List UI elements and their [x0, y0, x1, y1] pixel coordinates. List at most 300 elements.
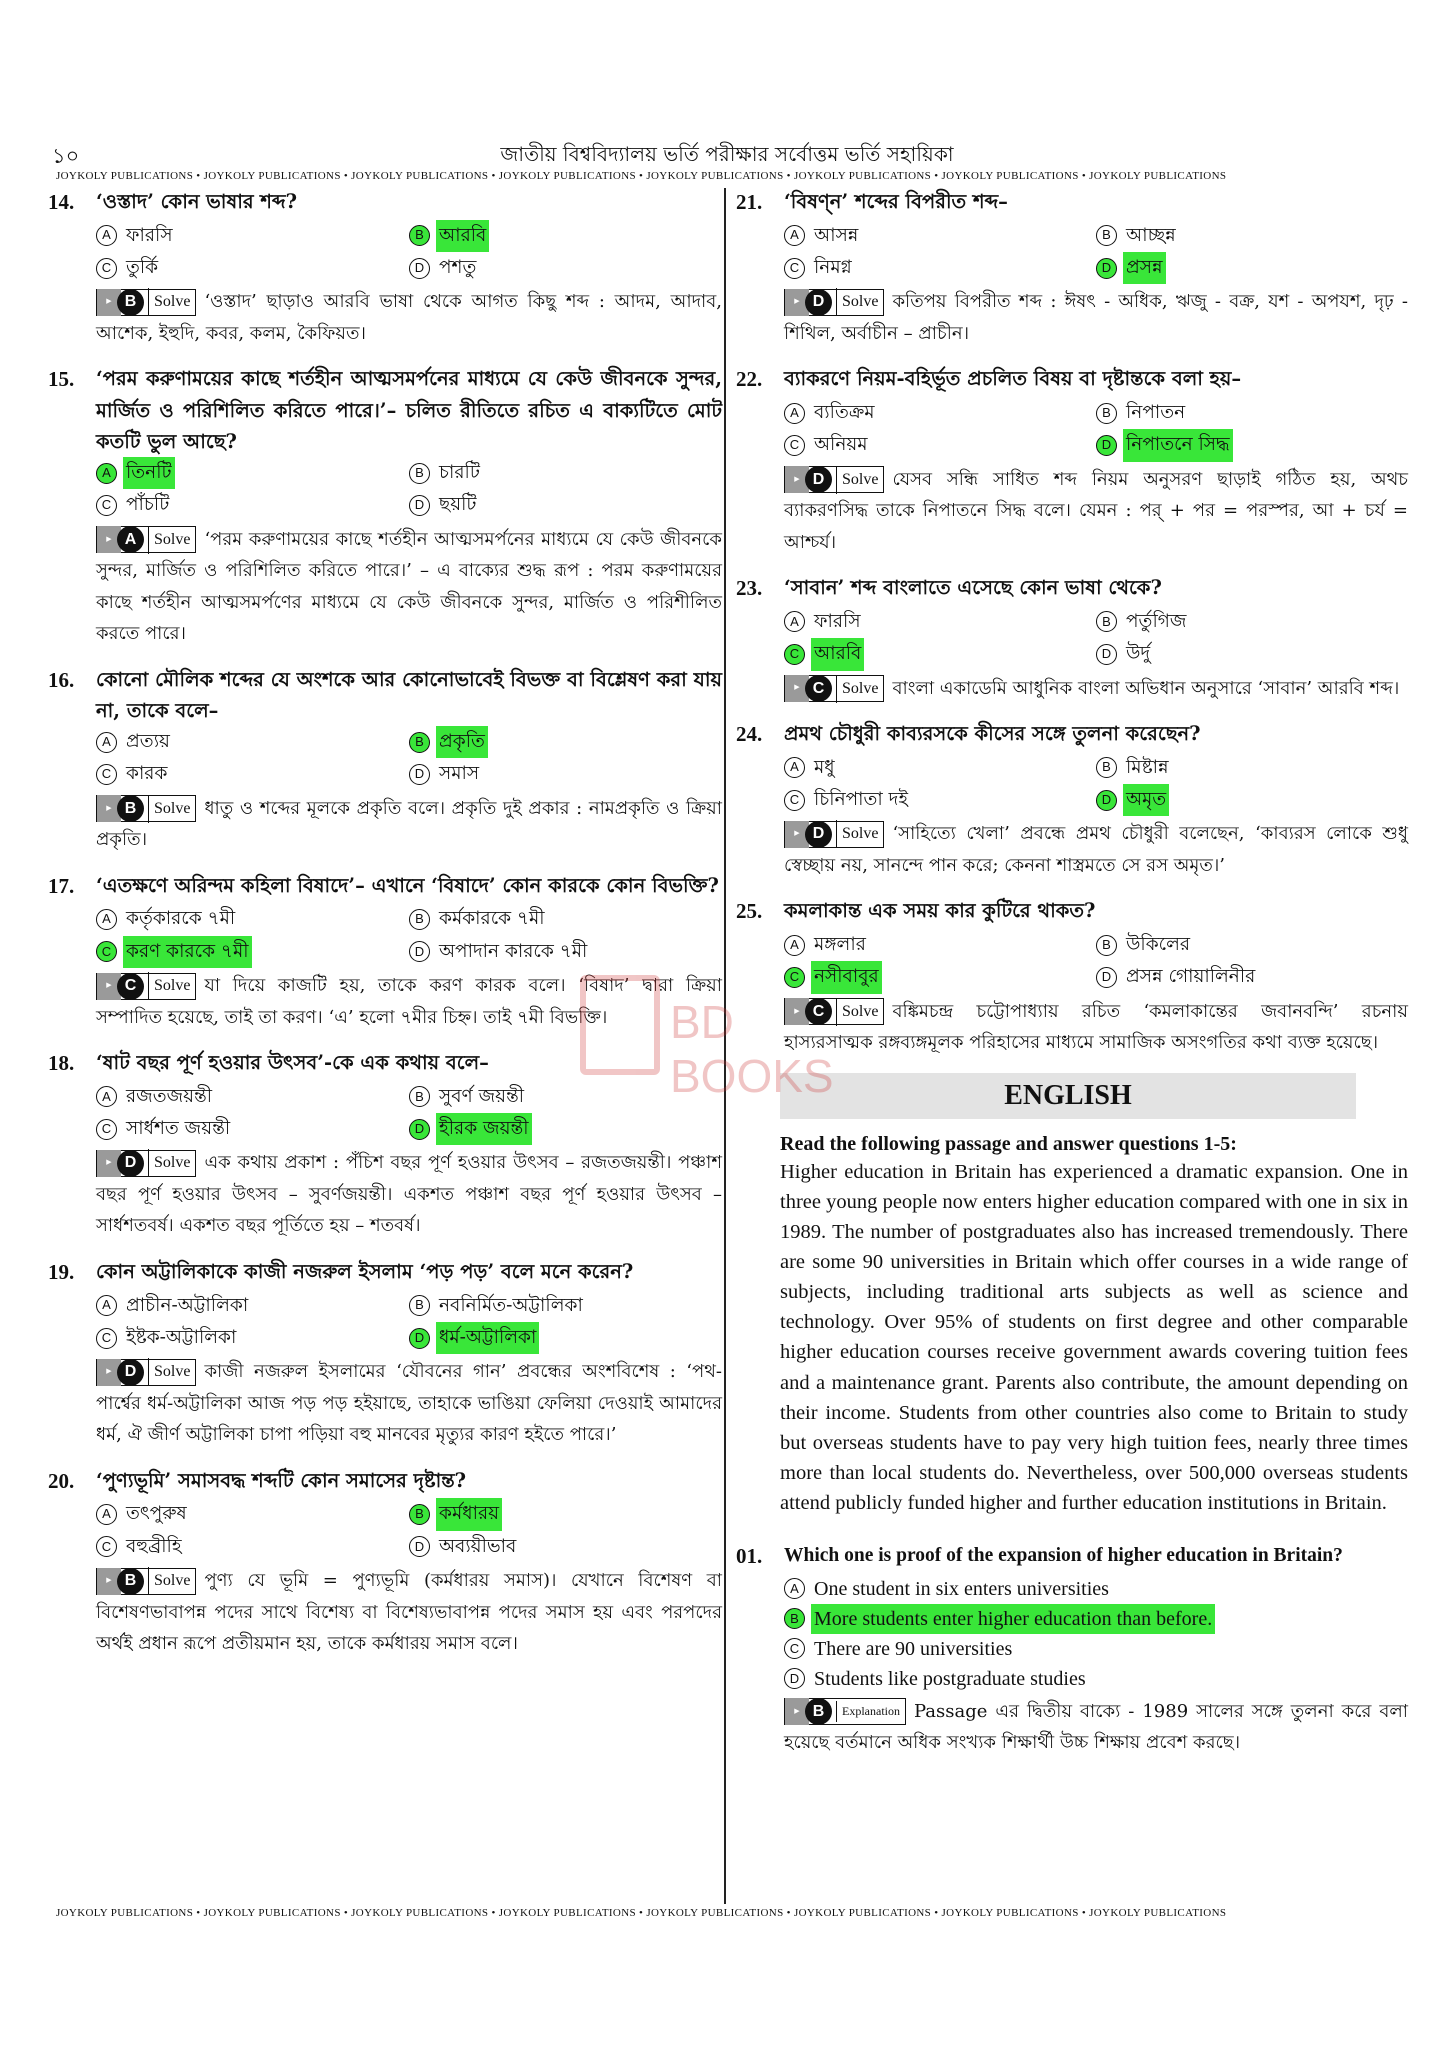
option-d	[409, 252, 722, 284]
options-grid	[736, 1574, 1408, 1694]
option-b	[1096, 397, 1408, 429]
option-letter-circle: A	[784, 935, 805, 956]
option-c	[96, 1322, 409, 1354]
badge-label: Solve	[836, 288, 883, 316]
answer-letter: C	[117, 973, 144, 1000]
option-a	[96, 903, 409, 935]
option-letter-circle: C	[784, 967, 805, 988]
answer-badge	[784, 821, 884, 848]
watermark-logo	[580, 975, 880, 1102]
badge-label: Solve	[148, 795, 195, 823]
option-letter-circle: D	[409, 1536, 430, 1557]
options-grid	[736, 397, 1408, 462]
option-letter-circle: A	[784, 403, 805, 424]
tag-icon: ▶	[97, 289, 121, 316]
question-heading	[736, 572, 1408, 606]
option-letter-circle: A	[96, 732, 117, 753]
tag-icon: ▶	[785, 466, 809, 493]
option-letter-circle: A	[96, 1295, 117, 1316]
publisher-strip-bottom: JOYKOLY PUBLICATIONS • JOYKOLY PUBLICATIONS • JOYKOLY PUBLICATIONS • JOYKOLY PUBLICATIONS • JOYKOLY PUBLICATIONS • JOYKOLY PUBLICATIONS • JOYKOLY PUBLICATIONS • JOYKOLY PUBLICATIONS	[56, 1907, 1227, 1919]
option-text: তুর্কি	[126, 256, 159, 278]
answer-letter: A	[117, 526, 144, 553]
option-text: মঙ্গলার	[814, 933, 866, 955]
question-heading	[736, 895, 1408, 929]
solution-body: বাংলা একাডেমি আধুনিক বাংলা অভিধান অনুসারে ‘সাবান’ আরবি শব্দ।	[892, 677, 1400, 699]
option-a	[96, 1498, 409, 1530]
question-block	[48, 1465, 722, 1660]
option-d	[1096, 961, 1408, 993]
option-text: নসীবাবুর	[811, 961, 882, 993]
option-text: কর্মধারয়	[436, 1498, 502, 1530]
question-heading	[736, 718, 1408, 752]
badge-label: Solve	[836, 675, 883, 703]
badge-label: Solve	[148, 1149, 195, 1177]
option-b	[1096, 220, 1408, 252]
option-d	[409, 1113, 722, 1145]
question-block	[736, 572, 1408, 704]
option-letter-circle: A	[96, 909, 117, 930]
option-a	[96, 1081, 409, 1113]
option-text: One student in six enters universities	[814, 1577, 1109, 1600]
question-block	[736, 1540, 1408, 1759]
option-text: ছয়টি	[439, 494, 477, 516]
option-letter-circle: D	[1096, 435, 1117, 456]
question-number: 21.	[736, 190, 763, 214]
question-number: 01.	[736, 1544, 763, 1569]
option-b	[784, 1604, 1408, 1634]
option-letter-circle: A	[784, 611, 805, 632]
options-grid	[736, 220, 1408, 285]
option-text: ফারসি	[126, 224, 173, 246]
option-b	[409, 457, 722, 489]
english-banner: ENGLISH	[780, 1073, 1356, 1119]
option-letter-circle: D	[409, 1328, 430, 1349]
option-letter-circle: C	[784, 644, 805, 665]
option-text: নিপাতনে সিদ্ধ	[1123, 429, 1233, 461]
option-letter-circle: C	[784, 790, 805, 811]
tag-icon: ▶	[785, 289, 809, 316]
question-text: কোন অট্টালিকাকে কাজী নজরুল ইসলাম ‘পড় পড়’ বলে মনে করেন?	[96, 1259, 634, 1283]
option-letter-circle: C	[784, 258, 805, 279]
badge-label: Solve	[836, 820, 883, 848]
right-question-list	[736, 186, 1408, 1059]
option-text: প্রকৃতি	[436, 726, 488, 758]
option-text: করণ কারকে ৭মী	[123, 936, 252, 968]
option-c	[96, 489, 409, 521]
answer-badge	[96, 795, 196, 822]
option-d	[409, 1531, 722, 1563]
option-letter-circle: C	[96, 1328, 117, 1349]
option-letter-circle: A	[784, 225, 805, 246]
option-b	[1096, 929, 1408, 961]
option-text: উকিলের	[1126, 933, 1191, 955]
question-heading	[48, 664, 722, 726]
tag-icon: ▶	[785, 998, 809, 1025]
answer-letter: B	[117, 795, 144, 822]
left-column	[48, 186, 722, 1674]
question-heading	[736, 186, 1408, 220]
badge-label: Explanation	[836, 1701, 905, 1722]
answer-badge	[96, 526, 196, 553]
question-text: ‘সাবান’ শব্দ বাংলাতে এসেছে কোন ভাষা থেকে?	[784, 576, 1162, 600]
answer-badge	[784, 466, 884, 493]
answer-badge	[96, 973, 196, 1000]
answer-badge	[784, 675, 884, 702]
badge-label: Solve	[836, 466, 883, 494]
question-heading	[736, 1540, 1408, 1574]
options-grid	[48, 726, 722, 791]
badge-label: Solve	[148, 1567, 195, 1595]
badge-label: Solve	[148, 288, 195, 316]
answer-badge	[784, 1698, 906, 1725]
option-text: আচ্ছন্ন	[1126, 224, 1176, 246]
option-letter-circle: B	[409, 463, 430, 484]
option-text: There are 90 universities	[814, 1637, 1013, 1660]
tag-icon: ▶	[97, 973, 121, 1000]
option-a	[784, 220, 1096, 252]
option-a	[784, 752, 1096, 784]
option-d	[409, 1322, 722, 1354]
solution-text	[736, 1696, 1408, 1759]
question-text: ব্যাকরণে নিয়ম-বহির্ভূত প্রচলিত বিষয় বা দৃষ্টান্তকে বলা হয়–	[784, 367, 1242, 391]
solution-body: এক কথায় প্রকাশ : পঁচিশ বছর পূর্ণ হওয়ার উৎসব – রজতজয়ন্তী। পঞ্চাশ বছর পূর্ণ হওয়ার উৎসব – সুবর্ণজয়ন্তী। একশত পঞ্চাশ বছর পূর্ণ হওয়ার উৎসব – সার্ধশতবর্ষ। একশত বছর পূর্তিতে হয় – শতবর্ষ।	[96, 1152, 722, 1237]
answer-badge	[96, 1568, 196, 1595]
option-letter-circle: A	[784, 1578, 805, 1599]
option-d	[1096, 252, 1408, 284]
option-letter-circle: A	[96, 1504, 117, 1525]
option-c	[784, 1634, 1408, 1664]
solution-text	[48, 524, 722, 650]
options-grid	[48, 457, 722, 522]
option-d	[784, 1664, 1408, 1694]
tag-icon: ▶	[785, 821, 809, 848]
answer-badge	[96, 1150, 196, 1177]
option-c	[96, 758, 409, 790]
passage-title: Read the following passage and answer questions 1-5:	[780, 1132, 1237, 1155]
question-number: 15.	[48, 367, 75, 392]
option-text: চিনিপাতা দই	[814, 789, 909, 810]
option-letter-circle: B	[409, 225, 430, 246]
option-text: More students enter higher education than before.	[811, 1604, 1215, 1634]
question-text: ‘বিষণ্ন’ শব্দের বিপরীত শব্দ–	[784, 190, 1008, 213]
option-a	[784, 1574, 1408, 1604]
question-text: ‘ওস্তাদ’ কোন ভাষার শব্দ?	[96, 190, 298, 213]
options-grid	[48, 903, 722, 968]
option-d	[1096, 638, 1408, 670]
question-block	[736, 186, 1408, 349]
option-text: কর্মকারকে ৭মী	[439, 908, 545, 930]
option-letter-circle: D	[409, 495, 430, 516]
question-number: 18.	[48, 1051, 75, 1076]
option-letter-circle: C	[784, 435, 805, 456]
option-letter-circle: C	[96, 258, 117, 279]
option-text: অপাদান কারকে ৭মী	[439, 940, 588, 962]
solution-body: Passage এর দ্বিতীয় বাক্যে - 1989 সালের সঙ্গে তুলনা করে বলা হয়েছে বর্তমানে অধিক সংখ্যক শিক্ষার্থী উচ্চ শিক্ষায় প্রবেশ করছে।	[784, 1700, 1408, 1754]
solution-text	[736, 818, 1408, 881]
option-text: পর্তুগিজ	[1126, 610, 1187, 632]
answer-badge	[96, 1359, 196, 1386]
option-text: আরবি	[436, 220, 489, 252]
option-letter-circle: B	[1096, 935, 1117, 956]
option-text: কর্তৃকারকে ৭মী	[126, 908, 236, 930]
option-letter-circle: D	[409, 1119, 430, 1140]
option-text: মিষ্টান্ন	[1126, 756, 1169, 778]
option-text: নবনির্মিত-অট্টালিকা	[439, 1294, 583, 1316]
option-letter-circle: C	[96, 764, 117, 785]
option-letter-circle: D	[1096, 790, 1117, 811]
question-number: 17.	[48, 873, 75, 898]
tag-icon: ▶	[97, 795, 121, 822]
answer-badge	[784, 289, 884, 316]
option-text: ধর্ম-অট্টালিকা	[436, 1322, 539, 1354]
answer-letter: C	[805, 998, 832, 1025]
option-c	[784, 252, 1096, 284]
option-c	[96, 936, 409, 968]
option-text: প্রসন্ন	[1123, 252, 1166, 284]
tag-icon: ▶	[97, 526, 121, 553]
badge-label: Solve	[836, 998, 883, 1026]
answer-letter: D	[805, 821, 832, 848]
option-letter-circle: B	[1096, 757, 1117, 778]
solution-text	[48, 1356, 722, 1451]
option-text: মধু	[814, 756, 835, 778]
option-letter-circle: D	[409, 941, 430, 962]
option-text: পশতু	[439, 256, 477, 278]
tag-icon: ▶	[97, 1150, 121, 1177]
option-letter-circle: D	[1096, 258, 1117, 279]
option-letter-circle: D	[409, 764, 430, 785]
option-letter-circle: B	[409, 1504, 430, 1525]
option-letter-circle: C	[96, 1119, 117, 1140]
option-text: প্রসন্ন গোয়ালিনীর	[1126, 966, 1256, 988]
option-letter-circle: A	[96, 225, 117, 246]
option-letter-circle: A	[784, 757, 805, 778]
options-grid	[48, 1498, 722, 1563]
option-text: রজতজয়ন্তী	[126, 1085, 213, 1107]
badge-label: Solve	[148, 526, 195, 554]
option-text: প্রাচীন-অট্টালিকা	[126, 1294, 249, 1316]
options-grid	[48, 220, 722, 285]
option-letter-circle: D	[784, 1668, 805, 1689]
option-letter-circle: D	[1096, 967, 1117, 988]
question-block	[48, 363, 722, 649]
solution-body: ‘ওস্তাদ’ ছাড়াও আরবি ভাষা থেকে আগত কিছু শব্দ : আদম, আদাব, আশেক, ইহুদি, কবর, কলম, কৈফিয়ত।	[96, 291, 722, 344]
answer-badge	[96, 289, 196, 316]
question-number: 22.	[736, 367, 763, 392]
question-heading	[736, 363, 1408, 397]
solution-text	[736, 286, 1408, 349]
option-letter-circle: B	[1096, 403, 1117, 424]
option-text: নিপাতন	[1126, 401, 1186, 423]
answer-letter: D	[805, 466, 832, 493]
question-heading	[48, 363, 722, 457]
badge-label: Solve	[148, 972, 195, 1000]
option-d	[409, 758, 722, 790]
option-b	[409, 726, 722, 758]
option-text: Students like postgraduate studies	[814, 1667, 1086, 1690]
option-d	[1096, 784, 1408, 816]
option-a	[784, 606, 1096, 638]
question-block	[48, 664, 722, 856]
option-a	[96, 220, 409, 252]
option-letter-circle: B	[409, 1295, 430, 1316]
option-text: সার্ধশত জয়ন্তী	[126, 1118, 231, 1140]
option-letter-circle: B	[409, 909, 430, 930]
options-grid	[736, 752, 1408, 817]
option-text: সমাস	[439, 763, 480, 785]
option-text: বহুব্রীহি	[126, 1535, 182, 1557]
tag-icon: ▶	[785, 1698, 809, 1725]
option-b	[1096, 606, 1408, 638]
option-c	[784, 429, 1096, 461]
answer-letter: D	[117, 1150, 144, 1177]
question-text: ‘এতক্ষণে অরিন্দম কহিলা বিষাদে’– এখানে ‘বিষাদে’ কোন কারকে কোন বিভক্তি?	[96, 873, 719, 897]
answer-letter: B	[805, 1698, 832, 1725]
option-a	[96, 1290, 409, 1322]
solution-text	[736, 673, 1408, 705]
question-text: ‘পরম করুণাময়ের কাছে শর্তহীন আত্মসমর্পনের মাধ্যমে যে কেউ জীবনকে সুন্দর, মার্জিত ও পরিশিলিত করিতে পারে।’– চলিত রীতিতে রচিত এ বাক্যটিতে মোট কতটি ভুল আছে?	[96, 367, 722, 453]
question-block	[48, 1256, 722, 1451]
passage-text: Higher education in Britain has experienced a dramatic expansion. One in three young people now enters higher education compared with one in six in 1989. The number of postgraduates also has increased tremendously. There are some 90 universities in Britain which offer courses in a wide range of subjects, including traditional arts subjects as well as science and technology. Over 95% of students on first degree and other comparable higher education courses receive government awards covering tuition fees and a maintenance grant. Parents also contribute, the amount depending on their income. Students from other countries also come to Britain to study but overseas students have to pay very high tuition fees, nearly three times more than local students do. Nevertheless, over 500,000 overseas students attend publicly funded higher and further education institutions in Britain.	[780, 1160, 1408, 1515]
option-d	[409, 489, 722, 521]
answer-letter: B	[117, 1568, 144, 1595]
options-grid	[736, 606, 1408, 671]
answer-letter: D	[805, 289, 832, 316]
answer-letter: D	[117, 1359, 144, 1386]
option-letter-circle: D	[1096, 644, 1117, 665]
solution-body: কতিপয় বিপরীত শব্দ : ঈষৎ - অধিক, ঋজু - বক্র, যশ - অপযশ, দৃঢ় - শিথিল, অর্বাচীন – প্রাচীন।	[784, 291, 1408, 344]
question-number: 19.	[48, 1259, 75, 1284]
option-letter-circle: B	[409, 732, 430, 753]
option-a	[784, 397, 1096, 429]
option-c	[96, 1531, 409, 1563]
option-b	[409, 220, 722, 252]
badge-label: Solve	[148, 1358, 195, 1386]
solution-body: ‘পরম করুণাময়ের কাছে শর্তহীন আত্মসমর্পনের মাধ্যমে যে কেউ জীবনকে সুন্দর, মার্জিত ও পরিশিলিত করিতে পারে।’ – এ বাক্যের শুদ্ধ রূপ : পরম করুণাময়ের কাছে শর্তহীন আত্মসমর্পণের মাধ্যমে যে কেউ জীবনকে সুন্দর, মার্জিত ও পরিশীলিত করতে পারে।	[96, 528, 722, 645]
question-number: 24.	[736, 722, 763, 747]
options-grid	[48, 1290, 722, 1355]
option-letter-circle: C	[784, 1638, 805, 1659]
option-text: পাঁচটি	[126, 494, 170, 516]
watermark-text: BD BOOKS	[670, 996, 834, 1102]
tag-icon: ▶	[785, 675, 809, 702]
option-letter-circle: C	[96, 495, 117, 516]
question-number: 14.	[48, 190, 75, 214]
solution-body: বঙ্কিমচন্দ্র চট্টোপাধ্যায় রচিত ‘কমলাকান্তের জবানবন্দি’ রচনায় হাস্যরসাত্মক রঙ্গব্যঙ্গমূলক পরিহাসের মাধ্যমে সামাজিক অসংগতির কথা ব্যক্ত হয়েছে।	[784, 1000, 1408, 1054]
option-letter-circle: A	[96, 463, 117, 484]
option-a	[96, 726, 409, 758]
solution-text	[48, 1565, 722, 1660]
option-c	[784, 638, 1096, 670]
question-heading	[48, 870, 722, 904]
tag-icon: ▶	[97, 1359, 121, 1386]
option-a	[784, 929, 1096, 961]
option-text: কারক	[126, 763, 168, 785]
question-text: কমলাকান্ত এক সময় কার কুটিরে থাকত?	[784, 899, 1096, 923]
question-block	[736, 363, 1408, 558]
answer-letter: B	[117, 289, 144, 316]
question-text: প্রমথ চৌধুরী কাব্যরসকে কীসের সঙ্গে তুলনা করেছেন?	[784, 722, 1201, 746]
option-letter-circle: B	[409, 1086, 430, 1107]
option-text: অব্যয়ীভাব	[439, 1535, 517, 1557]
option-text: নিমগ্ন	[814, 256, 852, 278]
question-number: 25.	[736, 899, 763, 924]
option-b	[409, 903, 722, 935]
option-text: ফারসি	[814, 610, 861, 632]
option-letter-circle: B	[1096, 225, 1117, 246]
option-text: তৎপুরুষ	[126, 1503, 187, 1525]
running-title: জাতীয় বিশ্ববিদ্যালয় ভর্তি পরীক্ষার সর্বোত্তম ভর্তি সহায়িকা	[500, 142, 954, 166]
solution-body: ‘সাহিত্যে খেলা’ প্রবন্ধে প্রমথ চৌধুরী বলেছেন, ‘কাব্যরস লোকে শুধু স্বেচ্ছায় নয়, সানন্দে পান করে; কেননা শাস্ত্রমতে সে রস অমৃত।’	[784, 823, 1408, 876]
option-letter-circle: D	[409, 258, 430, 279]
option-letter-circle: B	[1096, 611, 1117, 632]
option-text: সুবর্ণ জয়ন্তী	[439, 1085, 525, 1107]
option-text: উর্দু	[1126, 643, 1151, 665]
solution-body: যা দিয়ে কাজটি হয়, তাকে করণ কারক বলে। ‘বিষাদ’ দ্বারা ক্রিয়া সম্পাদিত হয়েছে, তাই তা করণ। ‘এ’ হলো ৭মীর চিহ্ন। তাই ৭মী বিভক্তি।	[96, 975, 722, 1028]
question-text: ‘পুণ্যভূমি’ সমাসবদ্ধ শব্দটি কোন সমাসের দৃষ্টান্ত?	[96, 1468, 467, 1492]
question-text: ‘ষাট বছর পূর্ণ হওয়ার উৎসব’-কে এক কথায় বলে–	[96, 1051, 489, 1075]
question-heading	[48, 1465, 722, 1499]
answer-letter: C	[805, 675, 832, 702]
option-text: তিনটি	[123, 457, 175, 489]
option-text: হীরক জয়ন্তী	[436, 1113, 532, 1145]
option-letter-circle: A	[96, 1086, 117, 1107]
option-b	[409, 1290, 722, 1322]
solution-text	[736, 464, 1408, 559]
book-icon	[580, 975, 660, 1075]
options-grid	[48, 1081, 722, 1146]
option-text: চারটি	[439, 461, 480, 483]
solution-body: যেসব সন্ধি সাধিত শব্দ নিয়ম অনুসরণ ছাড়াই গঠিত হয়, অথচ ব্যাকরণসিদ্ধ তাকে নিপাতনে সিদ্ধ বলে। যেমন : পর্ + পর = পরস্পর, আ + চর্য = আশ্চর্য।	[784, 468, 1408, 553]
option-d	[409, 936, 722, 968]
solution-text	[48, 1147, 722, 1242]
option-letter-circle: B	[784, 1608, 805, 1629]
option-text: প্রত্যয়	[126, 731, 170, 753]
question-text: কোনো মৌলিক শব্দের যে অংশকে আর কোনোভাবেই বিভক্ত বা বিশ্লেষণ করা যায় না, তাকে বলে–	[96, 667, 722, 722]
option-d	[1096, 429, 1408, 461]
option-c	[96, 252, 409, 284]
question-heading	[48, 1256, 722, 1290]
question-block	[736, 718, 1408, 881]
solution-text	[48, 286, 722, 349]
question-heading	[48, 186, 722, 220]
solution-body: পুণ্য যে ভূমি = পুণ্যভূমি (কর্মধারয় সমাস)। যেখানে বিশেষণ বা বিশেষণভাবাপন্ন পদের সাথে বিশেষ্য বা বিশেষ্যভাবাপন্ন পদের সমাস হয় এবং পরপদের অর্থই প্রধান রূপে প্রতীয়মান হয়, তাকে কর্মধারয় সমাস বলে।	[96, 1570, 722, 1655]
question-text: Which one is proof of the expansion of higher education in Britain?	[784, 1545, 1343, 1567]
question-number: 16.	[48, 667, 75, 692]
page-header	[48, 138, 1406, 168]
solution-text	[48, 793, 722, 856]
option-a	[96, 457, 409, 489]
solution-body: ধাতু ও শব্দের মূলকে প্রকৃতি বলে। প্রকৃতি দুই প্রকার : নামপ্রকৃতি ও ক্রিয়া প্রকৃতি।	[96, 797, 722, 851]
option-text: অনিয়ম	[814, 434, 868, 456]
option-letter-circle: C	[96, 1536, 117, 1557]
question-number: 20.	[48, 1468, 75, 1493]
option-c	[96, 1113, 409, 1145]
question-number: 23.	[736, 576, 763, 601]
option-b	[1096, 752, 1408, 784]
option-b	[409, 1498, 722, 1530]
option-text: অমৃত	[1123, 784, 1169, 816]
page-number: ১০	[52, 144, 80, 168]
option-text: আরবি	[811, 638, 864, 670]
option-text: ইষ্টক-অট্টালিকা	[126, 1326, 237, 1348]
english-question	[736, 1540, 1408, 1759]
option-text: ব্যতিক্রম	[814, 401, 875, 423]
solution-body: কাজী নজরুল ইসলামের ‘যৌবনের গান’ প্রবন্ধের অংশবিশেষ : ‘পথ-পার্শ্বের ধর্ম-অট্টালিকা আজ পড় পড় হইয়াছে, তাহাকে ভাঙিয়া ফেলিয়া দেওয়াই আমাদের ধর্ম, ঐ জীর্ণ অট্টালিকা চাপা পড়িয়া বহু মানবের মৃত্যুর কারণ হইতে পারে।’	[96, 1361, 722, 1446]
option-text: আসন্ন	[814, 224, 859, 246]
question-block	[48, 186, 722, 349]
option-letter-circle: C	[96, 941, 117, 962]
